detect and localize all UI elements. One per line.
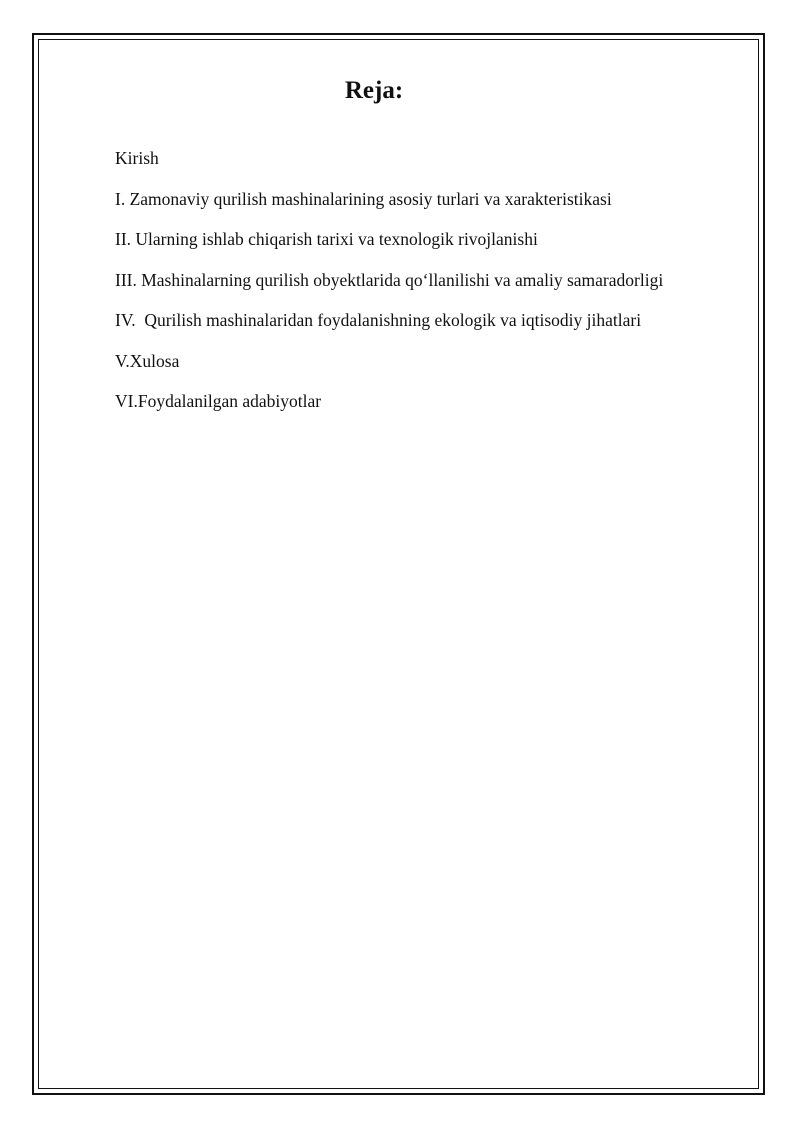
toc-item-chapter-4: IV. Qurilish mashinalaridan foydalanishning ekologik va iqtisodiy jihatlari: [115, 310, 642, 330]
toc-item-references: VI.Foydalanilgan adabiyotlar: [115, 391, 322, 411]
toc-item-introduction: Kirish: [115, 148, 159, 168]
toc-item-chapter-3: III. Mashinalarning qurilish obyektlarida qo‘llanilishi va amaliy samaradorligi: [115, 269, 664, 290]
toc-item-conclusion: V.Xulosa: [115, 350, 180, 371]
table-of-contents: [115, 146, 663, 430]
toc-item-chapter-2: II. Ularning ishlab chiqarish tarixi va texnologik rivojlanishi: [115, 229, 538, 249]
page-title: Reja:: [344, 77, 404, 104]
toc-item-chapter-1: I. Zamonaviy qurilish mashinalarining asosiy turlari va xarakteristikasi: [115, 188, 612, 209]
